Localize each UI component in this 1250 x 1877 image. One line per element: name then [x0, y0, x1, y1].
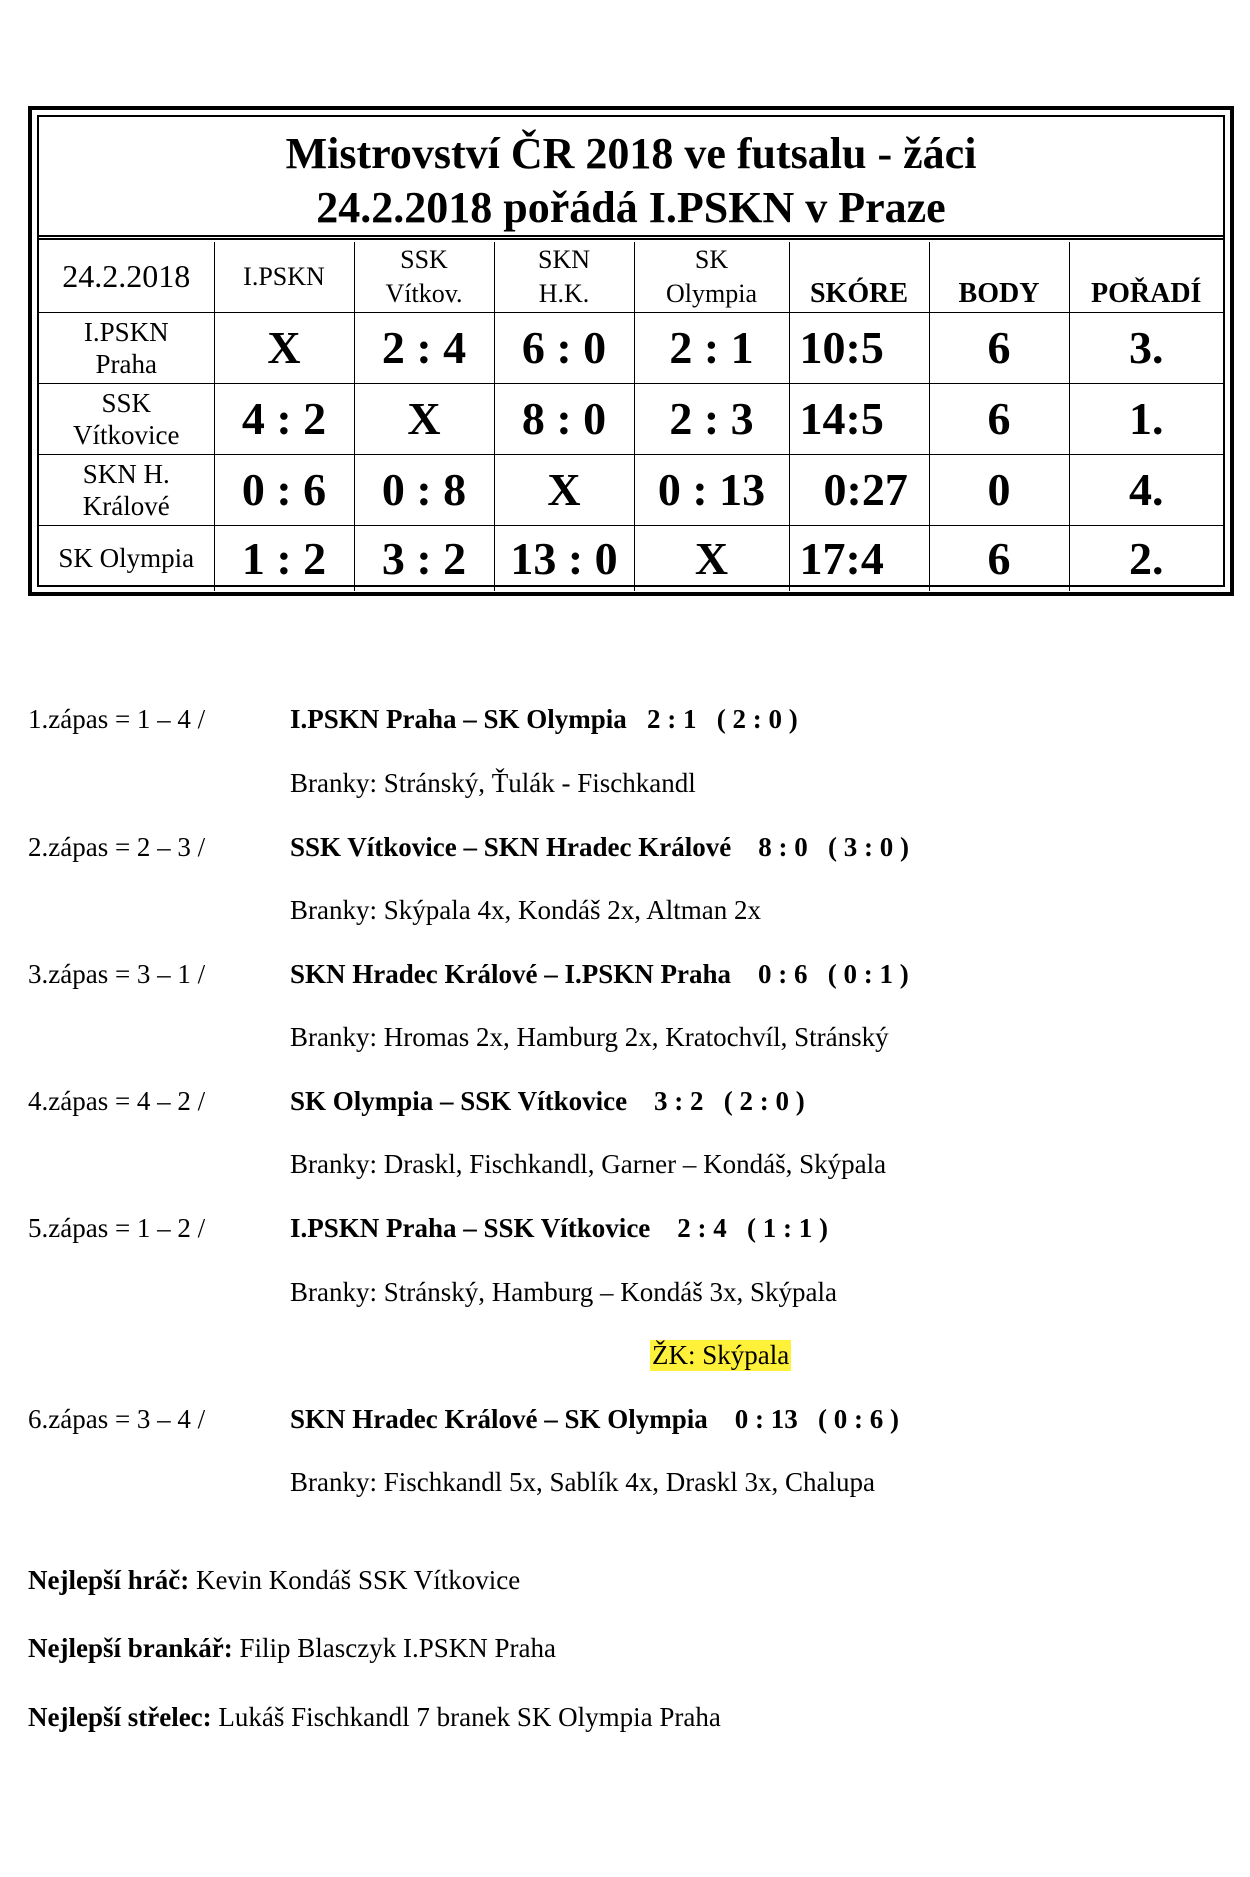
title-line-1: Mistrovství ČR 2018 ve futsalu - žáci [285, 129, 977, 178]
header-team-1 [214, 242, 354, 312]
row-team-name-line2: Praha [95, 348, 157, 379]
header-team-4-line1: SK [694, 244, 729, 274]
table-cell: 8 : 0 [494, 383, 634, 454]
table-cell: 6 : 0 [494, 312, 634, 383]
row-team-name [39, 454, 214, 525]
award-label: Nejlepší střelec: [28, 1702, 212, 1732]
table-row [39, 383, 1223, 454]
cell-body: 6 [929, 525, 1069, 591]
cell-poradi: 4. [1069, 454, 1223, 525]
table-cell: 0 : 13 [634, 454, 789, 525]
award-value: Filip Blasczyk I.PSKN Praha [232, 1633, 556, 1663]
table-cell: 3 : 2 [354, 525, 494, 591]
cell-skore: 10:5 [789, 312, 929, 383]
table-cell: X [354, 383, 494, 454]
match-number: 6.zápas = 3 – 4 / [28, 1404, 206, 1434]
match-scorers: Branky: Hromas 2x, Hamburg 2x, Kratochvíl, Stránský [290, 1022, 889, 1052]
match-number: 4.zápas = 4 – 2 / [28, 1086, 206, 1116]
table-cell: 4 : 2 [214, 383, 354, 454]
award-best-player [28, 1565, 520, 1596]
table-row [39, 525, 1223, 591]
header-team-4 [634, 242, 789, 312]
table-row [39, 454, 1223, 525]
header-team-3-line2: H.K. [538, 278, 590, 308]
results-table-frame [28, 106, 1234, 596]
header-team-3-line1: SKN [537, 244, 590, 274]
match-number: 1.zápas = 1 – 4 / [28, 704, 206, 734]
award-best-scorer [28, 1702, 721, 1733]
table-cell: 2 : 3 [634, 383, 789, 454]
match-teams-result: SSK Vítkovice – SKN Hradec Králové 8 : 0 ( 3 : 0 ) [290, 832, 909, 862]
header-team-2-line2: Vítkov. [385, 278, 463, 308]
row-team-name-line2: Vítkovice [73, 419, 180, 450]
match-scorers: Branky: Stránský, Ťulák - Fischkandl [290, 768, 696, 798]
row-team-name [39, 525, 214, 591]
table-cell: 2 : 1 [634, 312, 789, 383]
cell-skore: 14:5 [789, 383, 929, 454]
table-cell: X [634, 525, 789, 591]
award-best-goalkeeper [28, 1633, 556, 1664]
header-date: 24.2.2018 [39, 242, 214, 312]
table-cell: 13 : 0 [494, 525, 634, 591]
row-team-name [39, 312, 214, 383]
award-label: Nejlepší brankář: [28, 1633, 233, 1663]
header-body: BODY [929, 242, 1069, 312]
title-separator [39, 238, 1223, 240]
match-number: 5.zápas = 1 – 2 / [28, 1213, 206, 1243]
header-skore: SKÓRE [789, 242, 929, 312]
table-cell: 2 : 4 [354, 312, 494, 383]
match-teams-result: SK Olympia – SSK Vítkovice 3 : 2 ( 2 : 0 ) [290, 1086, 805, 1116]
match-scorers: Branky: Draskl, Fischkandl, Garner – Kondáš, Skýpala [290, 1149, 887, 1179]
match-number: 2.zápas = 2 – 3 / [28, 832, 206, 862]
match-scorers: Branky: Fischkandl 5x, Sablík 4x, Draskl 3x, Chalupa [290, 1467, 875, 1497]
cell-skore: 0:27 [789, 454, 929, 525]
cell-skore: 17:4 [789, 525, 929, 591]
award-value: Lukáš Fischkandl 7 branek SK Olympia Praha [211, 1702, 721, 1732]
row-team-name-line1: I.PSKN [83, 316, 169, 347]
award-label: Nejlepší hráč: [28, 1565, 190, 1595]
row-team-name-line1: SSK [101, 387, 152, 418]
award-value: Kevin Kondáš SSK Vítkovice [189, 1565, 521, 1595]
yellow-card-note: ŽK: Skýpala [652, 1340, 790, 1370]
header-team-1-label: I.PSKN [243, 261, 325, 291]
match-teams-result: SKN Hradec Králové – SK Olympia 0 : 13 ( 0 : 6 ) [290, 1404, 899, 1434]
header-team-2 [354, 242, 494, 312]
table-cell: 1 : 2 [214, 525, 354, 591]
match-scorers: Branky: Stránský, Hamburg – Kondáš 3x, Skýpala [290, 1277, 837, 1307]
cell-body: 6 [929, 383, 1069, 454]
table-cell: 0 : 6 [214, 454, 354, 525]
results-table-inner [37, 115, 1225, 587]
match-teams-result: I.PSKN Praha – SK Olympia 2 : 1 ( 2 : 0 ) [290, 704, 798, 734]
header-team-4-line2: Olympia [666, 278, 757, 308]
match-number: 3.zápas = 3 – 1 / [28, 959, 206, 989]
header-team-3 [494, 242, 634, 312]
standings-table [39, 242, 1223, 591]
cell-body: 6 [929, 312, 1069, 383]
row-team-name-line1: SK Olympia [58, 543, 195, 574]
table-row [39, 312, 1223, 383]
title-block [39, 117, 1223, 237]
table-header-row [39, 242, 1223, 312]
title-line-2: 24.2.2018 pořádá I.PSKN v Praze [316, 183, 946, 232]
table-cell: X [494, 454, 634, 525]
cell-poradi: 3. [1069, 312, 1223, 383]
cell-poradi: 2. [1069, 525, 1223, 591]
cell-poradi: 1. [1069, 383, 1223, 454]
match-teams-result: I.PSKN Praha – SSK Vítkovice 2 : 4 ( 1 : 1 ) [290, 1213, 828, 1243]
table-cell: 0 : 8 [354, 454, 494, 525]
table-cell: X [214, 312, 354, 383]
row-team-name-line2: Králové [82, 490, 170, 521]
cell-body: 0 [929, 454, 1069, 525]
header-team-2-line1: SSK [400, 244, 448, 274]
row-team-name-line1: SKN H. [82, 458, 170, 489]
match-teams-result: SKN Hradec Králové – I.PSKN Praha 0 : 6 ( 0 : 1 ) [290, 959, 909, 989]
row-team-name [39, 383, 214, 454]
header-poradi: POŘADÍ [1069, 242, 1223, 312]
match-scorers: Branky: Skýpala 4x, Kondáš 2x, Altman 2x [290, 895, 761, 925]
